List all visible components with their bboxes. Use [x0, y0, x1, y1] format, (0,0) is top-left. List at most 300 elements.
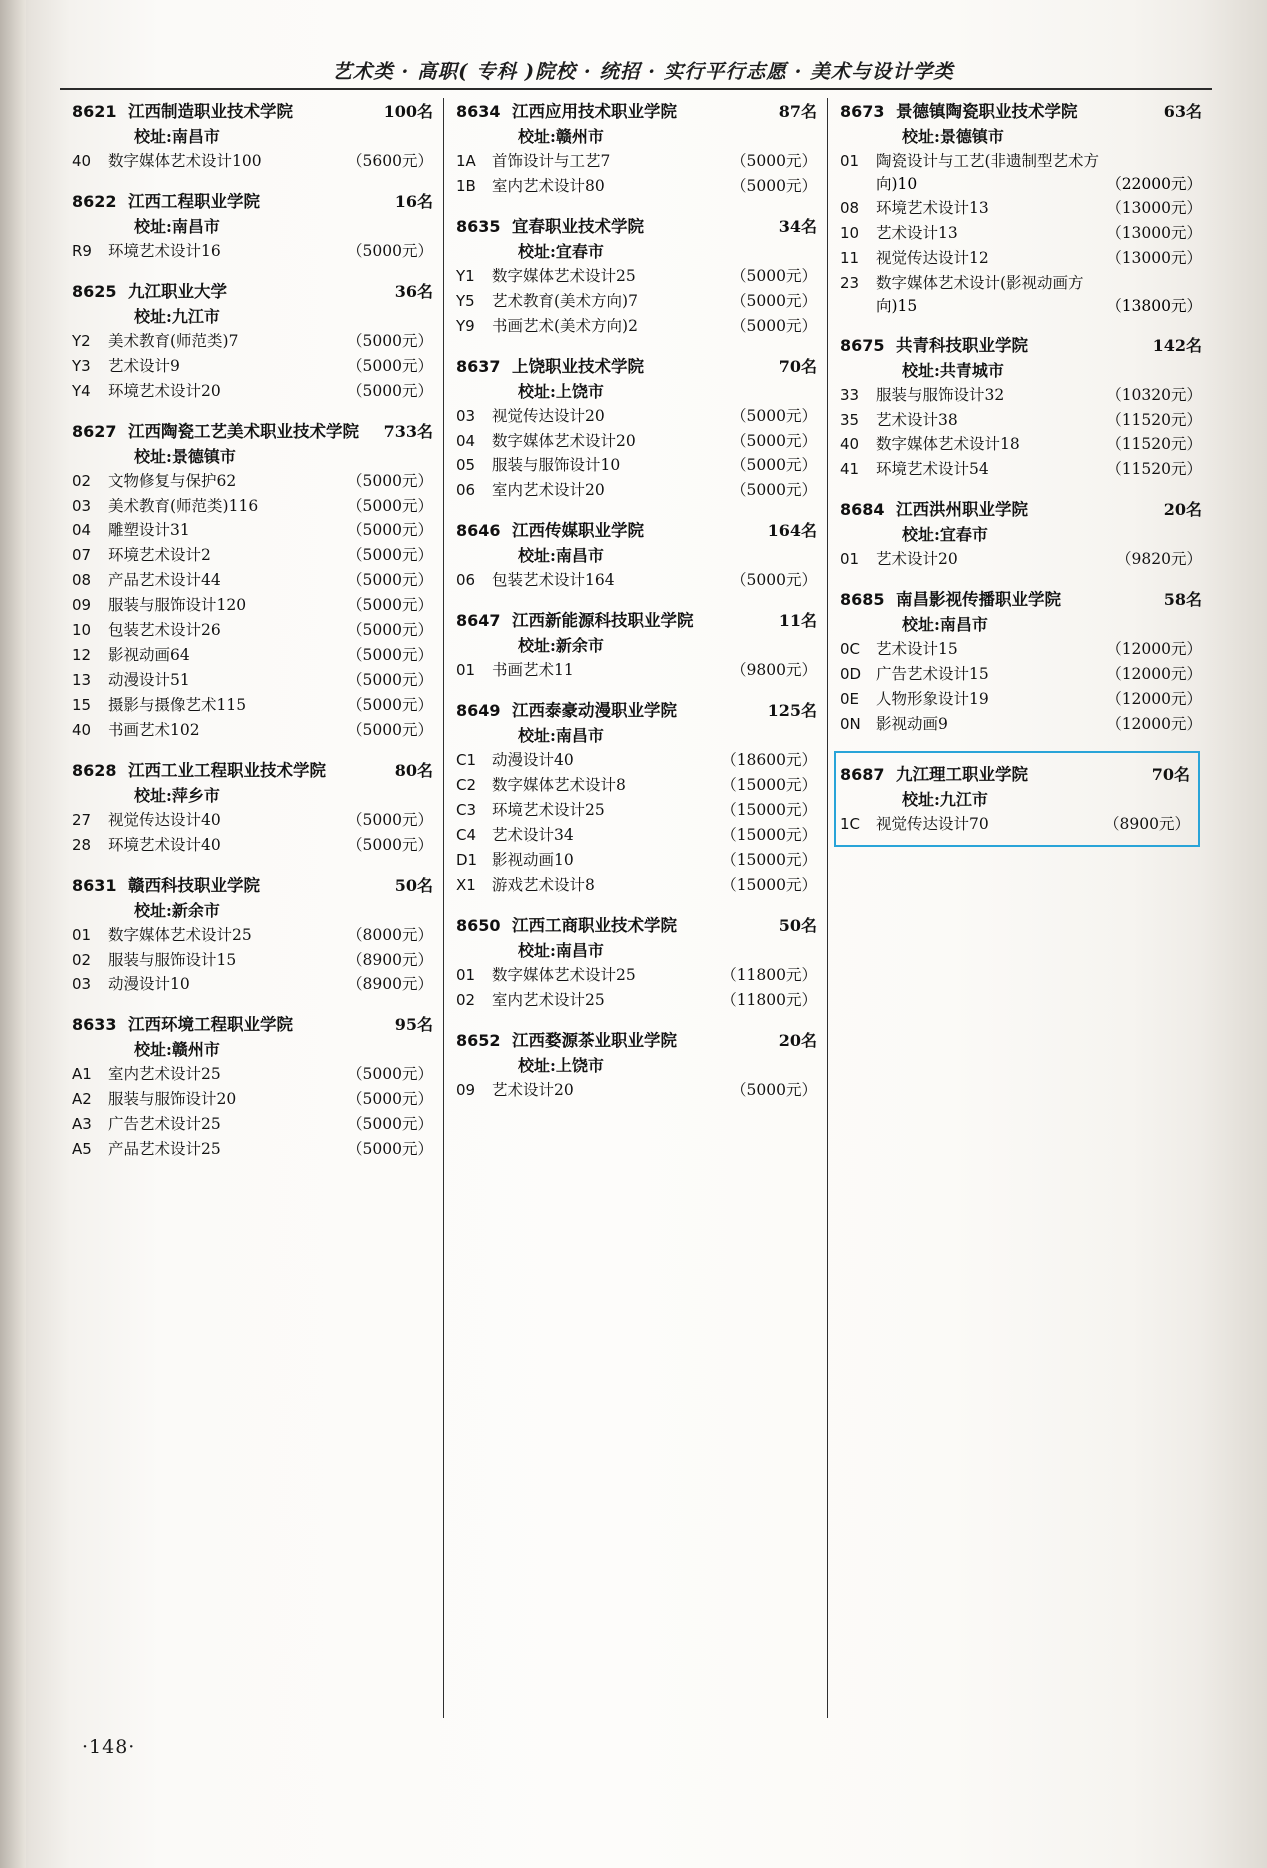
major-fee: （13000元） [1106, 248, 1202, 267]
school-address: 校址:赣州市 [134, 1040, 220, 1060]
school-quota: 70名 [1151, 764, 1190, 784]
school-address: 校址:南昌市 [902, 615, 988, 635]
school-name: 江西婺源茶业职业学院 [512, 1030, 677, 1050]
school-block [840, 332, 1202, 481]
major-code: R9 [72, 241, 92, 260]
major-code: 03 [72, 975, 92, 994]
major-code: 01 [456, 965, 476, 984]
major-name: 服装与服饰设计32 [876, 385, 1005, 404]
major-row [840, 814, 1190, 835]
school-code: 8646 [456, 521, 501, 541]
major-name: 游戏艺术设计8 [492, 875, 595, 894]
major-row [456, 775, 817, 796]
major-name: 艺术设计15 [876, 640, 958, 659]
major-row [456, 800, 817, 821]
major-name: 环境艺术设计16 [108, 241, 221, 260]
major-row [456, 875, 817, 896]
major-name: 视觉传达设计70 [876, 814, 989, 833]
major-code: 12 [72, 646, 92, 665]
major-name: 影视动画10 [492, 850, 574, 869]
school-quota: 63名 [1163, 102, 1202, 121]
major-code: 04 [456, 431, 476, 450]
school-name: 上饶职业技术学院 [512, 356, 644, 376]
major-code: 03 [456, 406, 476, 425]
school-quota: 50名 [394, 875, 433, 895]
major-name: 数字媒体艺术设计(影视动画方 [876, 273, 1084, 292]
major-fee: （12000元） [1106, 640, 1202, 659]
major-name: 室内艺术设计80 [492, 176, 605, 195]
major-name: 广告艺术设计15 [876, 665, 989, 684]
major-code: C2 [456, 776, 477, 795]
major-row [72, 381, 433, 402]
major-fee: （11800元） [721, 990, 817, 1009]
major-row [840, 549, 1202, 570]
school-name: 江西洪州职业学院 [896, 500, 1028, 520]
major-row [456, 291, 817, 312]
school-code: 8647 [456, 611, 501, 631]
major-code: 01 [72, 925, 92, 944]
major-row [72, 1114, 433, 1135]
major-code: Y1 [456, 266, 475, 285]
school-address: 校址:新余市 [134, 900, 220, 920]
major-row [72, 1064, 433, 1085]
major-code: A2 [72, 1090, 92, 1109]
major-name: 环境艺术设计54 [876, 460, 989, 479]
school-code: 8627 [72, 421, 117, 441]
major-name: 环境艺术设计25 [492, 800, 605, 819]
school-quota: 50名 [778, 915, 817, 935]
major-name: 环境艺术设计2 [108, 546, 211, 565]
major-row [456, 406, 817, 427]
major-code: X1 [456, 875, 476, 894]
major-fee: （11520元） [1106, 435, 1202, 454]
school-block [72, 278, 433, 402]
school-address: 校址:宜春市 [902, 525, 988, 545]
school-code: 8673 [840, 102, 885, 121]
school-heading [456, 98, 817, 122]
major-fee: （5000元） [347, 571, 433, 590]
major-fee: （15000元） [721, 776, 817, 795]
school-address: 校址:共青城市 [902, 360, 1004, 380]
school-block [72, 418, 433, 741]
school-block [456, 607, 817, 681]
major-fee: （5000元） [347, 695, 433, 714]
major-code: Y3 [72, 356, 91, 375]
school-quota: 164名 [767, 521, 817, 541]
major-name: 视觉传达设计40 [108, 810, 221, 829]
major-name: 陶瓷设计与工艺(非遗制型艺术方 [876, 152, 1100, 170]
school-block [456, 353, 817, 502]
school-code: 8631 [72, 875, 117, 895]
major-fee: （22000元） [1106, 174, 1202, 193]
major-row [72, 695, 433, 716]
major-row [456, 570, 817, 591]
school-name: 江西工业工程职业技术学院 [128, 760, 326, 780]
major-row [456, 965, 817, 986]
major-row [72, 331, 433, 352]
major-row [840, 714, 1202, 735]
major-row [72, 925, 433, 946]
major-code: 40 [72, 720, 92, 739]
major-name-continued: 向)10 [876, 174, 918, 193]
major-code: 13 [72, 670, 92, 689]
major-code: 35 [840, 410, 860, 429]
major-code: 07 [72, 546, 92, 565]
major-name: 数字媒体艺术设计8 [492, 776, 626, 795]
major-name: 艺术设计20 [876, 550, 958, 569]
school-quota: 34名 [778, 216, 817, 236]
major-row [456, 455, 817, 476]
major-code: C4 [456, 825, 477, 844]
school-heading [72, 98, 433, 122]
major-fee: （5000元） [347, 356, 433, 375]
major-row [72, 950, 433, 971]
school-heading [72, 278, 433, 302]
major-code: C3 [456, 800, 477, 819]
major-fee: （11520元） [1106, 460, 1202, 479]
school-block [72, 1011, 433, 1160]
school-address: 校址:南昌市 [134, 216, 220, 236]
school-name: 宜春职业技术学院 [512, 216, 644, 236]
major-code: 15 [72, 695, 92, 714]
header-rule [60, 88, 1212, 90]
major-fee: （11800元） [721, 965, 817, 984]
major-fee: （5000元） [347, 241, 433, 260]
major-fee: （5000元） [347, 670, 433, 689]
major-fee: （18600元） [721, 751, 817, 770]
school-code: 8684 [840, 500, 885, 520]
school-block-highlighted [834, 751, 1200, 847]
major-name: 视觉传达设计20 [492, 406, 605, 425]
school-name: 江西传媒职业学院 [512, 521, 644, 541]
school-address: 校址:新余市 [518, 636, 604, 656]
major-fee: （15000元） [721, 825, 817, 844]
school-name: 景德镇陶瓷职业技术学院 [896, 102, 1078, 121]
major-name: 室内艺术设计20 [492, 481, 605, 500]
major-fee: （5000元） [347, 1090, 433, 1109]
major-name: 动漫设计10 [108, 975, 190, 994]
school-code: 8625 [72, 281, 117, 301]
major-fee: （13000元） [1106, 198, 1202, 217]
major-code: Y2 [72, 331, 91, 350]
major-code: Y4 [72, 381, 91, 400]
school-heading [456, 213, 817, 237]
major-name: 艺术设计20 [492, 1080, 574, 1099]
school-quota: 733名 [383, 421, 433, 441]
school-block [840, 586, 1202, 735]
major-fee: （5000元） [731, 406, 817, 425]
major-code: 06 [456, 571, 476, 590]
major-name: 美术教育(师范类)116 [108, 496, 259, 515]
major-code: 09 [72, 596, 92, 615]
school-quota: 125名 [767, 701, 817, 721]
school-code: 8650 [456, 915, 501, 935]
major-row [840, 434, 1202, 455]
column-3 [828, 98, 1212, 1718]
major-fee: （5000元） [347, 1115, 433, 1134]
major-fee: （5000元） [347, 646, 433, 665]
major-fee: （15000元） [721, 800, 817, 819]
major-row [456, 825, 817, 846]
major-code: 05 [456, 456, 476, 475]
major-name: 数字媒体艺术设计25 [492, 965, 636, 984]
major-row [72, 241, 433, 262]
major-row [72, 974, 433, 995]
major-name: 艺术设计34 [492, 825, 574, 844]
major-row [72, 595, 433, 616]
major-row [840, 459, 1202, 480]
major-fee: （8000元） [347, 925, 433, 944]
major-fee: （10320元） [1106, 385, 1202, 404]
major-row [72, 356, 433, 377]
school-name: 江西工程职业学院 [128, 191, 260, 211]
school-code: 8634 [456, 102, 501, 121]
major-name: 服装与服饰设计10 [492, 456, 621, 475]
major-row [456, 176, 817, 197]
school-name: 九江理工职业学院 [896, 764, 1028, 784]
school-heading [840, 761, 1190, 785]
school-quota: 95名 [394, 1015, 433, 1035]
major-row [840, 410, 1202, 431]
school-block [456, 1027, 817, 1101]
major-row [72, 645, 433, 666]
major-name: 首饰设计与工艺7 [492, 152, 611, 170]
major-name: 影视动画64 [108, 646, 190, 665]
major-name: 包装艺术设计164 [492, 571, 615, 590]
school-heading [840, 496, 1202, 520]
school-quota: 70名 [778, 356, 817, 376]
major-code: Y9 [456, 316, 475, 335]
major-fee: （5000元） [347, 496, 433, 515]
school-block [840, 98, 1202, 316]
major-code: 10 [840, 223, 860, 242]
major-row [72, 520, 433, 541]
major-name: 书画艺术11 [492, 661, 574, 680]
major-code: 04 [72, 521, 92, 540]
major-fee: （5000元） [731, 152, 817, 170]
major-fee: （5000元） [731, 266, 817, 285]
school-address: 校址:上饶市 [518, 381, 604, 401]
school-quota: 80名 [394, 760, 433, 780]
school-address: 校址:九江市 [134, 306, 220, 326]
major-code: 41 [840, 460, 860, 479]
major-code: 1B [456, 176, 476, 195]
major-code: A1 [72, 1065, 92, 1084]
school-block [72, 757, 433, 856]
major-row [456, 850, 817, 871]
major-name: 环境艺术设计13 [876, 198, 989, 217]
major-row [840, 151, 1202, 172]
major-row [72, 496, 433, 517]
school-name: 赣西科技职业学院 [128, 875, 260, 895]
school-block [456, 697, 817, 896]
three-column-body [60, 98, 1212, 1718]
school-quota: 142名 [1152, 335, 1202, 355]
school-code: 8649 [456, 701, 501, 721]
major-row [72, 151, 433, 172]
school-name: 江西工商职业技术学院 [512, 915, 677, 935]
major-fee: （12000元） [1106, 690, 1202, 709]
major-row [456, 480, 817, 501]
school-block [72, 188, 433, 262]
major-code: D1 [456, 850, 478, 869]
major-code: 01 [840, 550, 860, 569]
major-name: 环境艺术设计40 [108, 835, 221, 854]
major-name: 数字媒体艺术设计20 [492, 431, 636, 450]
major-code: 40 [72, 152, 92, 170]
major-name: 影视动画9 [876, 714, 948, 733]
major-name-continued: 向)15 [876, 296, 918, 315]
school-heading [456, 697, 817, 721]
school-code: 8622 [72, 191, 117, 211]
school-name: 江西应用技术职业学院 [512, 102, 677, 121]
school-name: 九江职业大学 [128, 281, 227, 301]
major-row [456, 660, 817, 681]
school-address: 校址:景德镇市 [134, 446, 236, 466]
major-row-continuation [876, 172, 1202, 194]
major-fee: （15000元） [721, 850, 817, 869]
page-number: ·148· [82, 1736, 136, 1758]
major-code: 02 [72, 471, 92, 490]
major-code: 27 [72, 810, 92, 829]
school-heading [72, 418, 433, 442]
school-heading [456, 912, 817, 936]
major-fee: （5000元） [731, 316, 817, 335]
school-quota: 11名 [778, 611, 817, 631]
major-name: 数字媒体艺术设计100 [108, 152, 262, 170]
major-name: 动漫设计51 [108, 670, 190, 689]
column-1 [60, 98, 444, 1718]
school-code: 8633 [72, 1015, 117, 1035]
major-fee: （5000元） [347, 835, 433, 854]
major-code: 03 [72, 496, 92, 515]
school-code: 8687 [840, 764, 885, 784]
school-quota: 100名 [383, 102, 433, 121]
major-row [840, 664, 1202, 685]
major-name: 美术教育(师范类)7 [108, 331, 239, 350]
school-address: 校址:景德镇市 [902, 127, 1004, 146]
major-code: 01 [840, 152, 860, 170]
major-row [840, 198, 1202, 219]
major-row [456, 750, 817, 771]
major-fee: （5000元） [347, 471, 433, 490]
school-heading [840, 586, 1202, 610]
school-quota: 20名 [778, 1030, 817, 1050]
major-code: 28 [72, 835, 92, 854]
major-name: 数字媒体艺术设计25 [108, 925, 252, 944]
major-row-continuation [876, 294, 1202, 316]
school-name: 江西新能源科技职业学院 [512, 611, 694, 631]
major-row [72, 670, 433, 691]
school-heading [72, 1011, 433, 1035]
school-quota: 20名 [1163, 500, 1202, 520]
school-code: 8621 [72, 102, 117, 121]
school-heading [72, 757, 433, 781]
school-code: 8637 [456, 356, 501, 376]
major-row [72, 1089, 433, 1110]
school-quota: 87名 [778, 102, 817, 121]
school-block [72, 872, 433, 996]
major-name: 文物修复与保护62 [108, 471, 237, 490]
major-row [72, 570, 433, 591]
major-code: 02 [72, 950, 92, 969]
major-code: 10 [72, 621, 92, 640]
major-fee: （12000元） [1106, 714, 1202, 733]
major-row [456, 316, 817, 337]
major-name: 数字媒体艺术设计18 [876, 435, 1020, 454]
major-code: 09 [456, 1080, 476, 1099]
major-fee: （5000元） [731, 431, 817, 450]
major-row [72, 810, 433, 831]
school-address: 校址:九江市 [902, 789, 988, 809]
school-address: 校址:宜春市 [518, 241, 604, 261]
major-name: 服装与服饰设计20 [108, 1090, 237, 1109]
school-heading [72, 188, 433, 212]
page-sheet [60, 48, 1220, 1808]
page-header: 艺术类 · 高职( 专科 )院校 · 统招 · 实行平行志愿 · 美术与设计学类 [332, 60, 954, 83]
school-code: 8635 [456, 216, 501, 236]
major-name: 环境艺术设计20 [108, 381, 221, 400]
major-fee: （9820元） [1116, 550, 1202, 569]
school-address: 校址:南昌市 [518, 726, 604, 746]
major-name: 艺术教育(美术方向)7 [492, 291, 638, 310]
school-heading [456, 517, 817, 541]
major-fee: （5000元） [731, 571, 817, 590]
major-name: 视觉传达设计12 [876, 248, 989, 267]
major-code: A3 [72, 1115, 92, 1134]
school-heading [456, 353, 817, 377]
major-fee: （12000元） [1106, 665, 1202, 684]
major-fee: （5000元） [347, 810, 433, 829]
major-name: 人物形象设计19 [876, 690, 989, 709]
major-name: 包装艺术设计26 [108, 621, 221, 640]
major-fee: （13000元） [1106, 223, 1202, 242]
major-row [456, 266, 817, 287]
major-code: 08 [840, 198, 860, 217]
major-fee: （5000元） [731, 456, 817, 475]
school-address: 校址:南昌市 [134, 127, 220, 146]
major-name: 服装与服饰设计120 [108, 596, 247, 615]
major-code: 0C [840, 640, 861, 659]
school-block [456, 912, 817, 1011]
school-heading [456, 607, 817, 631]
major-fee: （5000元） [347, 381, 433, 400]
major-code: A5 [72, 1140, 92, 1159]
major-code: 1C [840, 814, 861, 833]
major-fee: （8900元） [347, 950, 433, 969]
school-heading [840, 98, 1202, 122]
major-code: C1 [456, 751, 477, 770]
major-row [840, 273, 1202, 294]
major-name: 动漫设计40 [492, 751, 574, 770]
major-name: 艺术设计13 [876, 223, 958, 242]
major-fee: （5000元） [347, 546, 433, 565]
major-fee: （5000元） [347, 1140, 433, 1159]
major-fee: （5000元） [347, 720, 433, 739]
major-fee: （5000元） [731, 176, 817, 195]
school-quota: 58名 [1163, 590, 1202, 610]
major-fee: （5000元） [731, 481, 817, 500]
major-name: 书画艺术(美术方向)2 [492, 316, 638, 335]
school-code: 8685 [840, 590, 885, 610]
major-code: 0D [840, 665, 862, 684]
school-name: 江西制造职业技术学院 [128, 102, 293, 121]
major-row [840, 689, 1202, 710]
school-quota: 36名 [394, 281, 433, 301]
school-code: 8675 [840, 335, 885, 355]
major-code: 0N [840, 714, 861, 733]
school-address: 校址:上饶市 [518, 1055, 604, 1075]
